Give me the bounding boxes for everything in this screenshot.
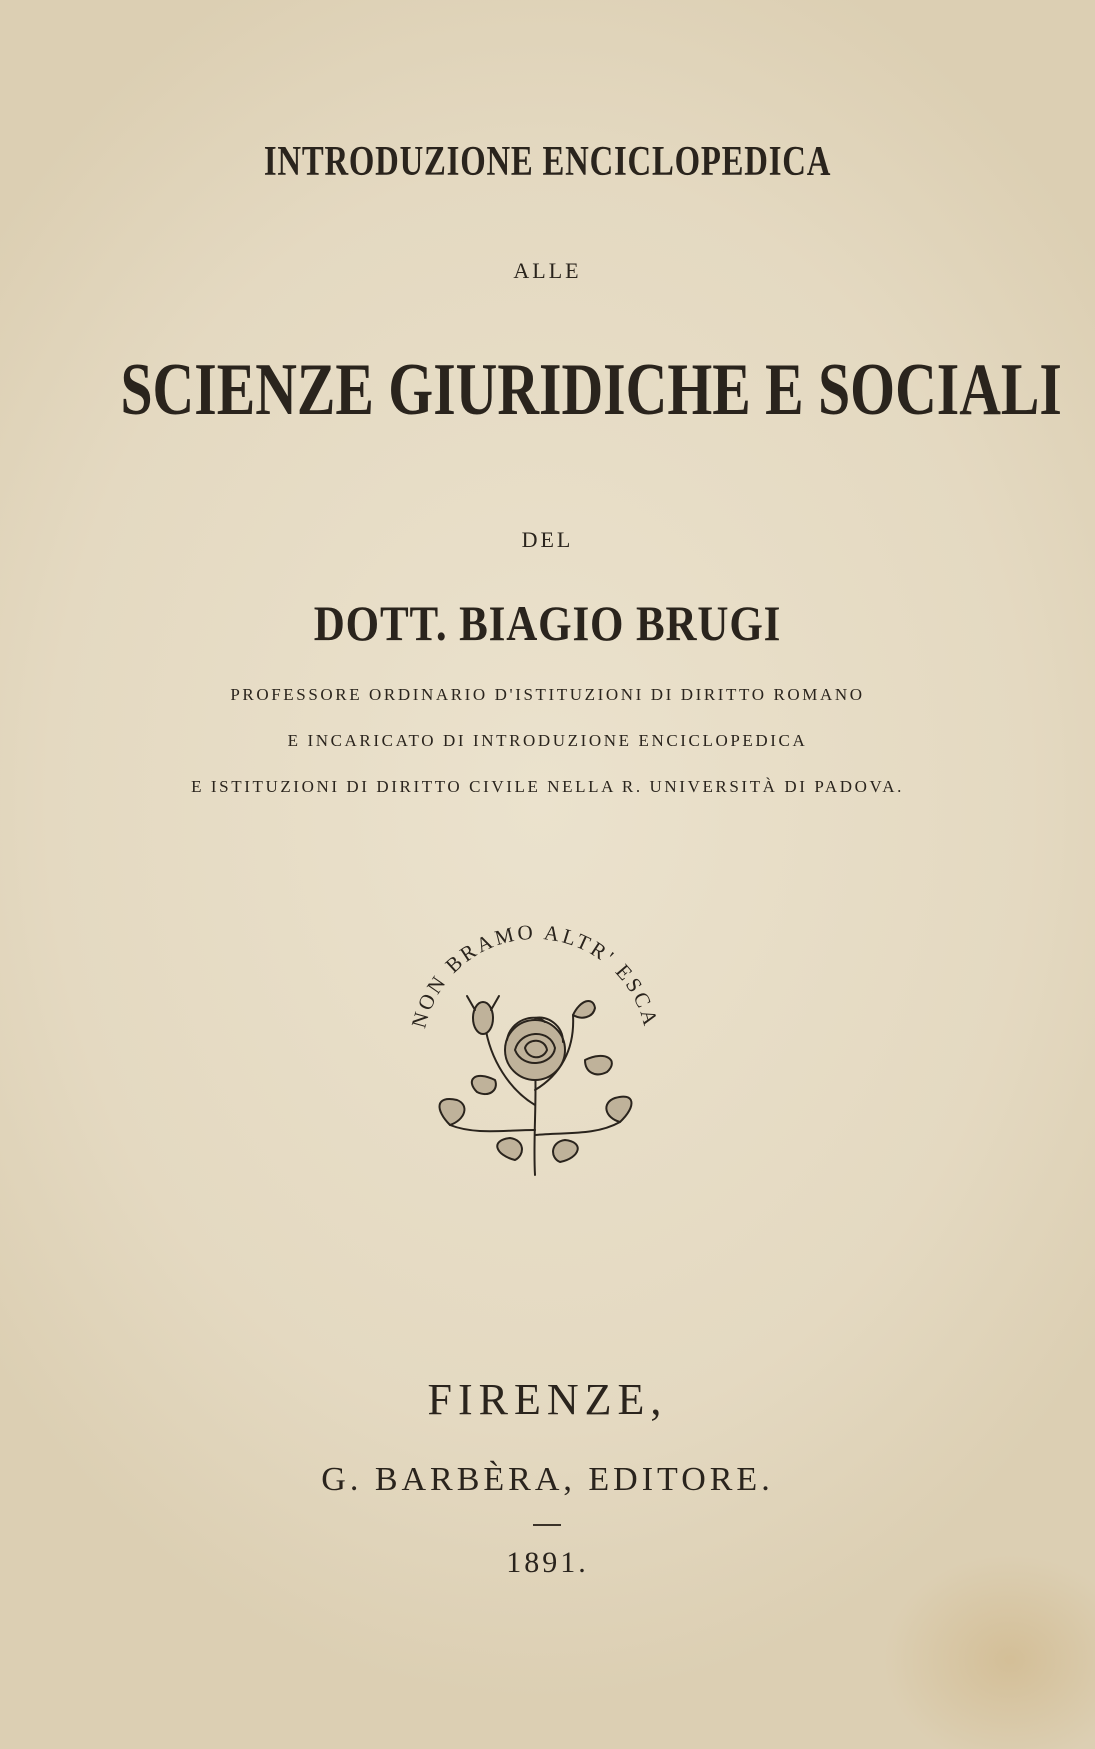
connector-del: DEL [521,527,574,552]
author-credential-line: E ISTITUZIONI DI DIRITTO CIVILE NELLA R. UNIVERSITÀ DI PADOVA. [191,777,904,796]
author-name: DOTT. BIAGIO BRUGI [313,595,782,651]
imprint-city: FIRENZE, [427,1375,668,1424]
author-credential-line: E INCARICATO DI INTRODUZIONE ENCICLOPEDICA [287,731,808,750]
rose-printer-device-icon [395,900,675,1200]
title-top: INTRODUZIONE ENCICLOPEDICA [263,139,832,185]
imprint-divider [533,1524,561,1526]
emblem-motto: NON BRAMO ALTR' ESCA [406,919,664,1031]
imprint-year: 1891. [506,1546,589,1579]
imprint-publisher: G. BARBÈRA, EDITORE. [321,1461,774,1498]
author-credential-line: PROFESSORE ORDINARIO D'ISTITUZIONI DI DIRITTO ROMANO [230,685,865,704]
main-title: SCIENZE GIURIDICHE E SOCIALI [120,349,1062,431]
connector-alle: ALLE [513,258,582,283]
